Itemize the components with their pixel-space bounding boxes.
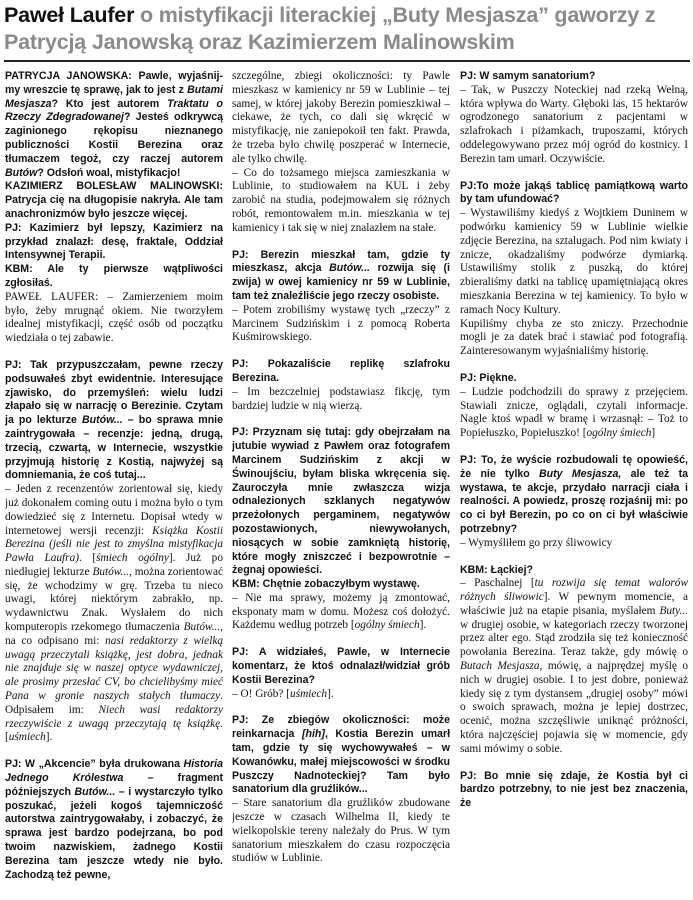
interview-question [460,180,688,208]
interview-question [460,372,688,386]
article-title [4,2,690,56]
text-segment: PJ: W samym sanatorium? [460,70,596,82]
text-segment: – Im bezczelniej podstawiasz fikcję, tym bardziej ludzie w nią wierzą. [232,385,450,412]
italic-text: Książka Kostii Berezina (jeśli nie jest to zmyślna mistyfikacja Pawła Laufra) [5,524,223,565]
italic-text: Butów... [81,414,123,427]
interview-question [232,426,450,578]
italic-text: Butów... [74,785,116,798]
text-segment: – Ludzie podchodzili do sprawy z przejęciem. Stawiali znicze, oglądali, czytali informacje. Nagle ktoś wpadł w bramę i wrzasnął: – Toż to Popiełuszko, Popiełuszko! [ [460,385,688,440]
italic-text: ogólny śmiech [586,427,652,440]
interview-question [232,249,450,304]
interview-answer [460,537,688,551]
interview-answer [232,304,450,345]
text-segment: – i wystarczyło tylko poszukać, jeżeli kogoś tajemniczość autorstwa zaintrygowałaby, i zobaczyć, że sprawa jest bardzo podejrzana, bo pod twoim nazwiskiem, żadnego Kostii Berezina tam jeszcze wtedy nie było. Zachodzą też pewne, [5,785,223,881]
text-segment: ] [651,427,656,440]
interview-question [5,359,223,483]
interview-answer [460,577,688,756]
italic-text: Butami Mesjasza [5,83,223,110]
interview-question [232,646,450,687]
interview-answer [232,688,450,702]
interview-question [5,222,223,263]
title-rest: o mistyfikacji literackiej „Buty Mesjasza” gaworzy z Patrycją Janowską oraz Kazimierzem Malinowskim [4,3,656,54]
interview-answer [460,386,688,441]
italic-text: Historia Jednego Królestwa [5,758,223,785]
text-segment: ]. W pewnym momencie, a właściwie już na etapie pisania, myślałem [460,591,688,617]
italic-text: Butów [5,166,38,179]
text-segment: w drugiej osobie, w kategoriach rzeczy tworzonej przez alter ego. Stąd zrodziła się też konieczność powołania Berezina. Teraz także, gdy mówię o [460,618,688,659]
italic-text: uśmiech [290,687,328,700]
interview-question [460,454,688,537]
text-segment: – Tak, w Puszczy Noteckiej nad rzeką Wełną, która wpływa do Warty. Głęboki las, 15 hektarów ogrodzonego sanatorium z pacjentami w szlafrokach i piżamkach, truposzami, których oddelegowywano przez mój ogród do kostnicy. I Berezin tam umarł. Oczywiście. [460,83,688,165]
interview-question [232,358,450,386]
interview-question [5,758,223,882]
text-segment: – bo sprawa mnie zaintrygowała – recenzje: jedną, drugą, trzecią, czwartą, w Internecie, wszystkie przyjmują historię z Kostią, najwyżej są domniemania, że coś tutaj... [5,414,223,482]
italic-text: Butów... [92,565,129,578]
text-segment: ? Jesteś odkrywcą zaginionego rękopisu nieznanego publiczności Kostii Berezina oraz tłumaczem tegoż, czy raczej autorem [5,111,223,165]
text-segment: KBM: Ale ty pierwsze wątpliwości zgłosiłaś. [5,263,223,289]
interview-question [460,770,688,811]
interview-question [5,180,223,221]
interview-answer [232,70,450,167]
interview-question [232,714,450,797]
italic-text: ogólny śmiech [354,619,420,632]
italic-text: Butach Mesjasza [460,660,540,673]
text-segment: , Kostia Berezin umarł tam, gdzie ty się wychowywałeś – w Kowanówku, małej miejscowości w środku Puszczy Nadnoteckiej? Tam było sanatorium dla gruźlików... [232,728,450,796]
interview-answer [460,207,688,317]
text-segment: – Jeden z recenzentów zorientował się, kiedy już dokonałem coming outu i można było o tym dowiedzieć się z Internetu. Dopisał wtedy w internetowej wersji recenzji: [5,483,223,537]
text-segment: PATRYCJA JANOWSKA: Pawle, wyjaśnij-my wreszcie tę sprawę, jak to jest z [5,70,223,96]
text-segment: PJ: Kazimierz był lepszy, Kazimierz na przykład znalazł: desę, fraktale, Oddział Intensywnej Terapii. [5,221,223,262]
title-rule [4,60,690,62]
text-segment: Kupiliśmy chyba ze sto zniczy. Przechodnie mogli je za datek brać i stawiać pod fotografią. Zainteresowanym wyjaśnialiśmy historię. [460,317,688,358]
text-segment: szczególne, zbiegi okoliczności: ty Pawle mieszkasz w kamienicy nr 59 w Lublinie – tej samej, w której jakoby Berezin pomieszkiwał – ciekawe, że tych, co dali się wkręcić w mistyfikację, nie zaniepokoił ten fakt. Prawda, że trzeba było chwilę poszperać w Internecie, ale tylko chwilę. [232,70,450,165]
text-segment: PAWEŁ LAUFER: – Zamierzeniem moim było, żeby mrugnąć okiem. Nie tworzyłem idealnej mistyfikacji, część osób od początku wiedziała o tej zabawie. [5,290,223,345]
text-segment: PJ: To, że wyście rozbudowali tę opowieść, że nie tylko [460,453,688,480]
interview-question [460,70,688,84]
text-segment: . Odpisałem im: [5,690,223,716]
text-segment: PJ: Tak przypuszczałam, pewne rzeczy podsuwałeś zbyt ewidentnie. Interesujące zjawisko, do przemyśleń: wielu ludzi złapało się w narrację o Berezinie. Czytam ja po lekturze [5,358,223,427]
text-segment: ]. Już po niedługiej lekturze [5,552,223,578]
text-segment: KAZIMIERZ BOLESŁAW MALINOWSKI: Patrycja cię na długopisie nakryła. Ale tam anachronizmów było jeszcze więcej. [5,180,223,220]
interview-answer [460,84,688,167]
text-segment: – Nie ma sprawy, możemy ją zmontować, eksponaty mam w domu. Możesz coś dołożyć. Każdemu według potrzeb [ [232,591,450,632]
text-segment: ]. [327,687,334,700]
text-segment: ale też ta wystawa, te akcje, przydało narracji ciała i realności. A powiedz, proszę rozjaśnij mi: po co ci był Berezin, po co on ci był właściwie potrzebny? [460,467,688,535]
interview-answer [232,592,450,633]
italic-text: Niech wasi redaktorzy rzeczywiście z uwagą przeczytają tę książkę [5,703,223,730]
column-left [5,70,223,898]
italic-text: uśmiech [8,731,46,744]
italic-text: [hih] [301,728,325,741]
text-segment: – Potem zrobiliśmy wystawę tych „rzeczy” z Marcinem Sudzińskim i z pomocą Roberta Kuśmirowskiego. [232,303,450,344]
italic-text: Traktatu o Rzeczy Zdegradowanej [5,97,223,124]
text-segment: rozwija się (i zwija) w owej kamienicy nr 59 w Lublinie, tam też znaleźliście jego rzeczy osobiste. [232,262,450,302]
text-segment: , na co odpisano mi: [5,621,223,647]
text-segment: PJ: Piękne. [460,371,517,384]
column-middle [232,70,450,898]
text-segment: – Wystawiliśmy kiedyś z Wojtkiem Duninem w podwórku kamienicy 59 w Lublinie wielkie zdjęcie Berezina, na sztalugach. Pod nim kwiaty i znicze, okadzaliśmy podwórze dymiarką. Ustawiliśmy stolik z puszką, do której zbieraliśmy datki na tablicę upamiętniającą okres mieszkania Berezina w tej kamienicy. To było w ramach Nocy Kultury. [460,207,688,316]
text-segment: ? Kto jest autorem [51,97,168,110]
interview-question [460,564,688,578]
text-segment: – O! Grób? [ [232,687,291,700]
italic-text: śmiech ogólny [96,552,169,565]
text-segment: PJ: Bo mnie się zdaje, że Kostia był ci bardzo potrzebny, to nie jest bez znaczenia, że [460,769,688,810]
italic-text: Butów... [329,262,370,275]
text-segment: – fragment późniejszych [5,772,223,798]
interview-question [5,263,223,291]
interview-question [232,578,450,592]
interview-answer [232,386,450,414]
italic-text: tu rozwija się temat walorów różnych śliwowic [460,577,688,604]
text-segment: PJ: A widziałeś, Pawle, w Internecie komentarz, że ktoś odnalazł/widział grób Kostii Berezina? [232,646,450,686]
title-name: Paweł Laufer [4,3,135,27]
interview-answer [5,291,223,346]
text-segment: PJ: Ze zbiegów okoliczności: może reinkarnacja [232,714,450,741]
italic-text: nasi redaktorzy z wielką uwagą przeczytali książkę, jest dobra, jednak nie znajduje się w naszej optyce wydawniczej, ale prosimy przesłać CV, bo chcielibyśmy mieć Pana w gronie naszych stałych tłumaczy [5,634,223,703]
interview-answer [232,797,450,866]
text-segment: ]. [419,619,427,632]
text-segment: – Wymyśliłem go przy śliwowicy [460,536,613,549]
interview-answer [460,318,688,359]
interview-answer [232,167,450,236]
column-right [460,70,688,898]
text-segment: PJ: W „Akcencie” była drukowana [5,758,184,771]
text-segment: KBM: Łąckiej? [460,563,533,576]
interview-question [5,70,223,180]
italic-text: Buty Mesjasza, [539,467,622,480]
text-segment: . [ [5,717,223,744]
text-segment: . [ [78,552,97,565]
text-segment: ]. [45,731,53,744]
italic-text: Buty... [659,604,688,617]
text-segment: , mówię, a najprędzej myślę o nich w drugiej osobie. I to jest dobre, ponieważ kiedy się z tym dystansem „drugiej osoby” mówi o swoich sprawach, można je lepiej dostrzec, ocenić, można szczęśliwie uniknąć próżności, która najczęściej pojawia się w momencie, gdy sami mówimy o sobie. [460,660,688,755]
text-segment: KBM: Chętnie zobaczyłbym wystawę. [232,578,420,591]
text-segment: , można zorientować się, że wchodzimy w grę. Trzeba tu nieco uwagi, której niektórym zabrakło, np. wydawnictwu Znak. Wysłałem do nich komputeropis rzekomego tłumaczenia [5,565,223,634]
text-segment: PJ:To może jakąś tablicę pamiątkową warto by tam ufundować? [460,179,688,206]
text-segment: ? Odsłoń woal, mistyfikacjo! [37,166,181,179]
text-segment: – Paschalnej [ [460,577,535,590]
text-segment: PJ: Pokazaliście replikę szlafroku Berezina. [232,358,450,384]
text-segment: – Stare sanatorium dla gruźlików zbudowane jeszcze w czasach Wilhelma II, kiedy te wielkopolskie tereny należały do Prus. W tym sanatorium mieszkałem do czasu rozpoczęcia studiów w Lublinie. [232,797,450,865]
text-segment: – Co do tożsamego miejsca zamieszkania w Lublinie, to studiowałem na KUL i żeby zarobić na studia, podejmowałem się różnych robót, remontowałem m.in. mieszkania w tej kamienicy i tak się w niej znalazłem na stałe. [232,166,450,234]
italic-text: Butów... [183,621,221,634]
text-segment: PJ: Berezin mieszkał tam, gdzie ty mieszkasz, akcja [232,248,450,275]
interview-answer [5,483,223,745]
text-segment: PJ: Przyznam się tutaj: gdy obejrzałam na jutubie wywiad z Pawłem oraz fotografem Marcinem Sudzińskim z akcji w Świnoujściu, byłam bliska wkręcenia się. Zauroczyła mnie zwłaszcza wizja odnalezionych szklanych negatywów przeżołonych pergaminem, negatywów pozostawionych, niewywołanych, niosących w sobie zamkniętą historię, które mogły zniszczeć i bezpowrotnie – żegnaj opowieści. [232,426,450,577]
